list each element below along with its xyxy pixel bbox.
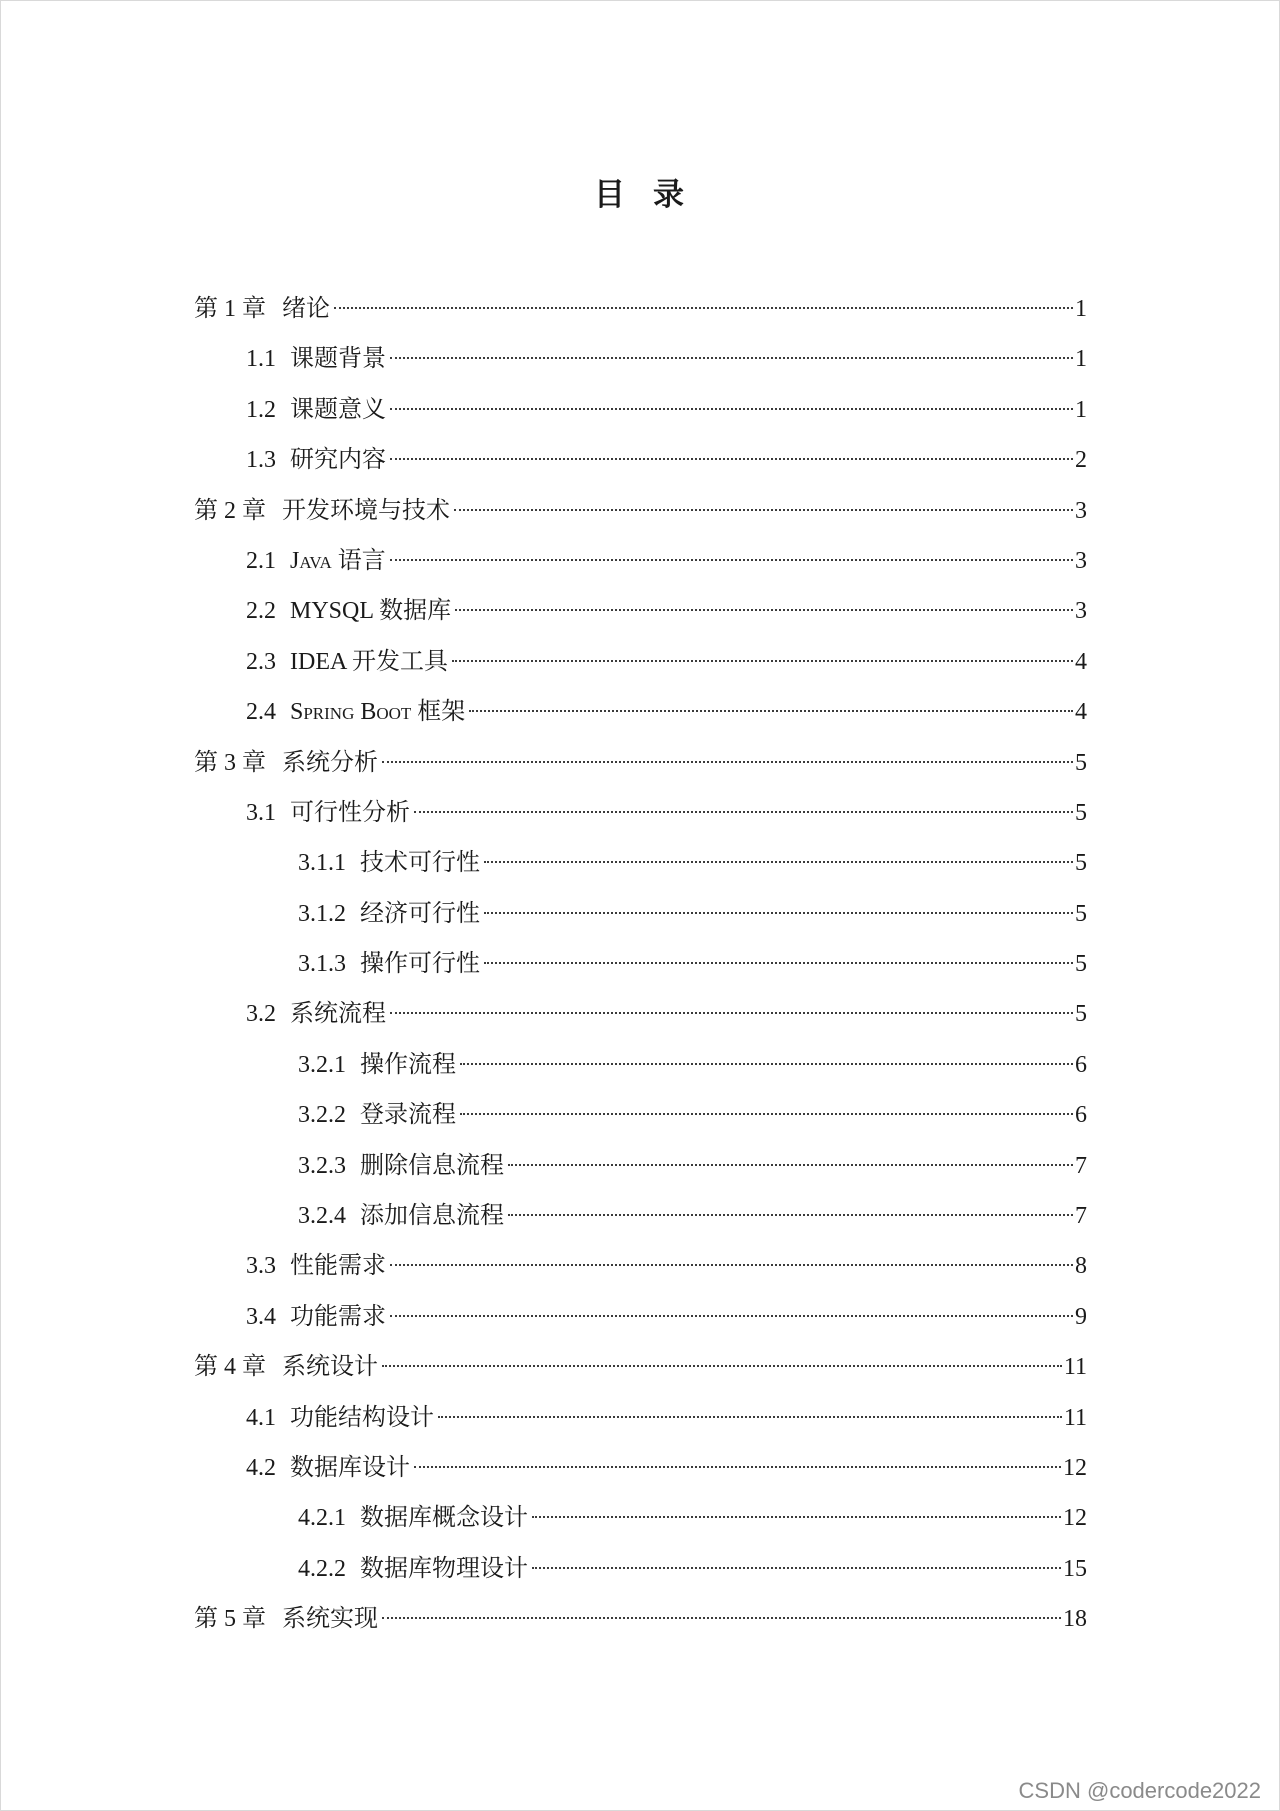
table-of-contents	[194, 284, 1087, 1645]
toc-entry-page: 4	[1075, 648, 1087, 675]
dot-leader	[460, 1063, 1073, 1065]
dot-leader	[414, 811, 1073, 813]
dot-leader	[484, 861, 1073, 863]
toc-entry[interactable]	[194, 536, 1087, 586]
toc-entry[interactable]	[194, 939, 1087, 989]
toc-entry-page: 4	[1075, 699, 1087, 726]
toc-entry-number: 第 3 章	[194, 749, 266, 776]
toc-entry[interactable]	[194, 1292, 1087, 1342]
toc-entry-title: 课题意义	[290, 396, 386, 423]
toc-entry-page: 3	[1075, 598, 1087, 625]
toc-entry-page: 11	[1063, 1354, 1087, 1381]
toc-entry-number: 1.3	[246, 447, 276, 474]
toc-entry[interactable]	[194, 1393, 1087, 1443]
toc-entry-number: 3.2.4	[298, 1203, 346, 1230]
toc-entry-number: 3.4	[246, 1303, 276, 1330]
toc-entry-number: 2.1	[246, 547, 276, 574]
dot-leader	[390, 408, 1073, 410]
dot-leader	[484, 912, 1073, 914]
dot-leader	[334, 307, 1073, 309]
toc-entry-title: 可行性分析	[290, 799, 410, 826]
dot-leader	[390, 357, 1073, 359]
toc-entry-title: 操作流程	[360, 1051, 456, 1078]
dot-leader	[469, 710, 1073, 712]
toc-entry-number: 3.1.1	[298, 850, 346, 877]
toc-entry-page: 3	[1075, 497, 1087, 524]
toc-entry-page: 5	[1075, 850, 1087, 877]
toc-entry-title: 性能需求	[290, 1253, 386, 1280]
toc-entry-number: 3.1.2	[298, 900, 346, 927]
toc-entry-page: 5	[1075, 1001, 1087, 1028]
toc-entry-page: 7	[1075, 1203, 1087, 1230]
dot-leader	[382, 1365, 1062, 1367]
toc-entry-title: 系统实现	[282, 1606, 378, 1633]
toc-entry-title: 系统流程	[290, 1001, 386, 1028]
toc-entry-title: 删除信息流程	[360, 1152, 504, 1179]
toc-entry-page: 9	[1075, 1303, 1087, 1330]
toc-entry-page: 8	[1075, 1253, 1087, 1280]
toc-entry[interactable]	[194, 284, 1087, 334]
dot-leader	[390, 1264, 1073, 1266]
dot-leader	[508, 1164, 1073, 1166]
toc-entry-number: 4.1	[246, 1404, 276, 1431]
toc-entry-page: 6	[1075, 1051, 1087, 1078]
toc-entry-number: 4.2	[246, 1454, 276, 1481]
toc-entry[interactable]	[194, 1342, 1087, 1392]
toc-entry-number: 4.2.2	[298, 1555, 346, 1582]
toc-entry[interactable]	[194, 687, 1087, 737]
toc-entry-number: 3.1	[246, 799, 276, 826]
toc-entry-title: Java 语言	[290, 547, 386, 574]
toc-entry-title: 系统分析	[282, 749, 378, 776]
toc-entry[interactable]	[194, 1443, 1087, 1493]
dot-leader	[390, 1315, 1073, 1317]
toc-entry-number: 第 4 章	[194, 1354, 266, 1381]
toc-entry-title: 添加信息流程	[360, 1203, 504, 1230]
toc-entry[interactable]	[194, 334, 1087, 384]
toc-entry-page: 6	[1075, 1102, 1087, 1129]
dot-leader	[454, 509, 1073, 511]
toc-title-char-2: 录	[653, 177, 686, 212]
toc-entry-page: 15	[1063, 1555, 1087, 1582]
toc-entry-number: 1.1	[246, 346, 276, 373]
toc-entry-page: 1	[1075, 396, 1087, 423]
toc-entry-number: 第 1 章	[194, 296, 266, 322]
toc-entry-title: 功能需求	[290, 1303, 386, 1330]
dot-leader	[390, 458, 1073, 460]
toc-entry[interactable]	[194, 1141, 1087, 1191]
toc-entry-title: MYSQL 数据库	[290, 598, 452, 625]
toc-entry-page: 12	[1063, 1454, 1087, 1481]
toc-entry-page: 5	[1075, 951, 1087, 978]
toc-entry[interactable]	[194, 1594, 1087, 1644]
toc-entry-page: 5	[1075, 749, 1087, 776]
toc-entry[interactable]	[194, 1544, 1087, 1594]
dot-leader	[390, 559, 1073, 561]
toc-entry-number: 1.2	[246, 396, 276, 423]
dot-leader	[508, 1214, 1073, 1216]
toc-entry[interactable]	[194, 435, 1087, 485]
toc-entry-number: 3.3	[246, 1253, 276, 1280]
dot-leader	[382, 761, 1073, 763]
toc-entry-title: 技术可行性	[360, 850, 480, 877]
toc-entry-title: 研究内容	[290, 447, 386, 474]
dot-leader	[414, 1466, 1061, 1468]
toc-title	[1, 169, 1279, 214]
dot-leader	[460, 1113, 1073, 1115]
toc-entry-title: 绪论	[282, 296, 330, 322]
toc-entry-title: 数据库概念设计	[360, 1505, 528, 1532]
toc-entry[interactable]	[194, 1241, 1087, 1291]
toc-entry-title: IDEA 开发工具	[290, 648, 448, 675]
toc-entry[interactable]	[194, 838, 1087, 888]
dot-leader	[382, 1617, 1061, 1619]
toc-entry[interactable]	[194, 385, 1087, 435]
toc-entry[interactable]	[194, 1493, 1087, 1543]
toc-entry-title: 登录流程	[360, 1102, 456, 1129]
toc-entry[interactable]	[194, 788, 1087, 838]
toc-entry[interactable]	[194, 586, 1087, 636]
toc-entry-number: 第 2 章	[194, 497, 266, 524]
toc-entry[interactable]	[194, 889, 1087, 939]
toc-entry-title: 功能结构设计	[290, 1404, 434, 1431]
toc-entry[interactable]	[194, 1090, 1087, 1140]
watermark: CSDN @codercode2022	[1018, 1778, 1261, 1803]
toc-entry-number: 2.2	[246, 598, 276, 625]
toc-entry-title: 系统设计	[282, 1354, 378, 1381]
dot-leader	[532, 1516, 1061, 1518]
toc-entry-title: 数据库物理设计	[360, 1555, 528, 1582]
toc-entry-number: 3.1.3	[298, 951, 346, 978]
toc-entry-page: 18	[1063, 1606, 1087, 1633]
toc-entry[interactable]	[194, 637, 1087, 687]
toc-entry-number: 3.2.3	[298, 1152, 346, 1179]
toc-entry-number: 2.3	[246, 648, 276, 675]
toc-entry-title: 经济可行性	[360, 900, 480, 927]
toc-entry-page: 5	[1075, 900, 1087, 927]
toc-entry-page: 3	[1075, 547, 1087, 574]
toc-entry-page: 11	[1063, 1404, 1087, 1431]
toc-entry-number: 3.2.1	[298, 1051, 346, 1078]
toc-entry-page: 12	[1063, 1505, 1087, 1532]
toc-entry-number: 3.2	[246, 1001, 276, 1028]
toc-entry-page: 7	[1075, 1152, 1087, 1179]
toc-entry-page: 1	[1075, 346, 1087, 373]
toc-entry-title: Spring Boot 框架	[290, 699, 466, 726]
toc-entry-number: 3.2.2	[298, 1102, 346, 1129]
toc-entry-number: 4.2.1	[298, 1505, 346, 1532]
toc-title-char-1: 目	[594, 177, 627, 212]
toc-entry-title: 开发环境与技术	[282, 497, 450, 524]
toc-entry-title: 操作可行性	[360, 951, 480, 978]
dot-leader	[452, 660, 1073, 662]
toc-entry-title: 数据库设计	[290, 1454, 410, 1481]
toc-entry-title: 课题背景	[290, 346, 386, 373]
dot-leader	[532, 1567, 1061, 1569]
toc-entry-page: 5	[1075, 799, 1087, 826]
toc-entry[interactable]	[194, 738, 1087, 788]
dot-leader	[438, 1416, 1062, 1418]
toc-entry-number: 2.4	[246, 699, 276, 726]
toc-entry[interactable]	[194, 989, 1087, 1039]
toc-entry-number: 第 5 章	[194, 1606, 266, 1633]
toc-entry-page: 2	[1075, 447, 1087, 474]
toc-entry[interactable]	[194, 1191, 1087, 1241]
toc-entry[interactable]	[194, 486, 1087, 536]
toc-entry[interactable]	[194, 1040, 1087, 1090]
dot-leader	[455, 609, 1073, 611]
toc-entry-page: 1	[1075, 296, 1087, 322]
dot-leader	[390, 1012, 1073, 1014]
dot-leader	[484, 962, 1073, 964]
